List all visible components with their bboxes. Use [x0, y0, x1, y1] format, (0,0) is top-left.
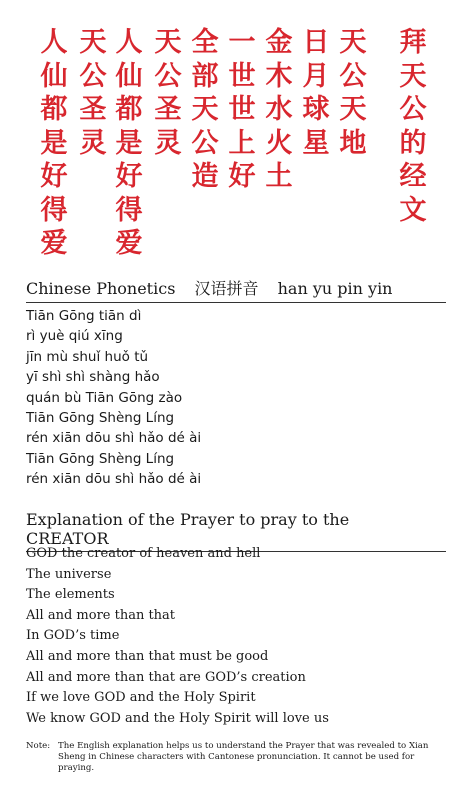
prayer-char: 得	[115, 194, 143, 226]
explanation-line: All and more than that must be good	[26, 648, 269, 664]
prayer-column	[225, 26, 259, 194]
phonetics-title-chinese: 汉语拼音	[194, 279, 259, 298]
phonetic-line: quán bù Tiān Gōng zào	[26, 389, 183, 406]
prayer-char: 是	[40, 127, 68, 159]
prayer-char: 文	[399, 194, 427, 226]
explanation-line: GOD the creator of heaven and hell	[26, 546, 261, 561]
prayer-char: 一	[228, 27, 256, 58]
prayer-title-column	[396, 26, 430, 227]
prayer-char: 上	[228, 127, 256, 159]
explanation-line: In GOD’s time	[26, 628, 120, 644]
prayer-char: 世	[228, 60, 256, 92]
prayer-char: 灵	[154, 127, 182, 159]
prayer-char: 部	[191, 60, 219, 92]
prayer-char: 世	[228, 94, 256, 125]
prayer-column	[112, 26, 146, 261]
prayer-char: 天	[339, 27, 367, 58]
explanation-title: Explanation of the Prayer to pray to the CREATOR	[26, 510, 350, 548]
prayer-char: 天	[191, 94, 219, 125]
phonetics-lines	[26, 306, 201, 490]
prayer-char: 土	[265, 161, 293, 192]
explanation-line: The elements	[26, 587, 115, 603]
prayer-char: 仙	[40, 60, 68, 92]
prayer-char: 木	[265, 60, 293, 92]
phonetics-heading	[26, 276, 446, 303]
prayer-char: 公	[339, 60, 367, 92]
phonetic-line: Tiān Gōng Shèng Líng	[26, 450, 175, 467]
prayer-char: 天	[154, 27, 182, 58]
prayer-char: 球	[302, 94, 330, 125]
prayer-char: 灵	[79, 127, 107, 159]
prayer-char: 公	[154, 60, 182, 92]
footnote-text: The English explanation helps us to understand the Prayer that was revealed to Xian Sheng in Chinese characters with Cantonese pronunciation. It cannot be used for praying.	[58, 741, 429, 773]
prayer-char: 圣	[154, 94, 182, 125]
prayer-char: 人	[40, 27, 68, 58]
prayer-char: 好	[40, 161, 68, 192]
phonetic-line: Tiān Gōng tiān dì	[26, 308, 142, 324]
prayer-char: 星	[302, 127, 330, 159]
prayer-char: 地	[339, 127, 367, 159]
prayer-char: 造	[191, 161, 219, 192]
explanation-line: All and more than that	[26, 607, 176, 623]
prayer-char: 天	[79, 27, 107, 58]
prayer-char: 天	[399, 60, 427, 92]
prayer-column	[299, 26, 333, 160]
prayer-char: 人	[115, 27, 143, 58]
prayer-char: 公	[79, 60, 107, 92]
prayer-column	[37, 26, 71, 261]
prayer-char: 日	[302, 27, 330, 58]
prayer-char: 好	[228, 161, 256, 192]
prayer-char: 火	[265, 127, 293, 159]
explanation-line: The universe	[26, 566, 112, 582]
prayer-char: 得	[40, 194, 68, 226]
prayer-char: 金	[265, 27, 293, 58]
prayer-char: 好	[115, 161, 143, 192]
prayer-char: 月	[302, 60, 330, 92]
explanation-line: We know GOD and the Holy Spirit will love us	[26, 710, 329, 726]
chinese-prayer-columns	[0, 26, 465, 259]
phonetic-line: Tiān Gōng Shèng Líng	[26, 409, 175, 426]
prayer-char: 天	[339, 94, 367, 125]
phonetic-line: rì yuè qiú xīng	[26, 328, 123, 345]
prayer-char: 的	[399, 127, 427, 159]
prayer-char: 拜	[399, 27, 427, 58]
prayer-char: 公	[191, 127, 219, 159]
phonetic-line: yī shì shì shàng hǎo	[26, 369, 160, 386]
phonetic-line: jīn mù shuǐ huǒ tǔ	[26, 348, 149, 365]
explanation-lines	[26, 544, 329, 729]
prayer-char: 都	[115, 94, 143, 125]
footnote	[26, 741, 446, 774]
prayer-column	[76, 26, 110, 160]
phonetic-line: rén xiān dōu shì hǎo dé ài	[26, 471, 202, 488]
phonetic-line: rén xiān dōu shì hǎo dé ài	[26, 430, 202, 447]
prayer-char: 水	[265, 94, 293, 125]
prayer-column	[188, 26, 222, 194]
prayer-char: 是	[115, 127, 143, 159]
prayer-column	[336, 26, 370, 160]
phonetics-title-pinyin: han yu pin yin	[277, 279, 393, 298]
prayer-char: 经	[399, 161, 427, 192]
phonetics-title: Chinese Phonetics	[26, 279, 176, 298]
explanation-line: All and more than that are GOD’s creation	[26, 669, 306, 685]
prayer-char: 都	[40, 94, 68, 125]
explanation-line: If we love GOD and the Holy Spirit	[26, 690, 256, 706]
footnote-label: Note:	[26, 741, 51, 751]
prayer-char: 全	[191, 27, 219, 58]
prayer-column	[151, 26, 185, 160]
prayer-char: 圣	[79, 94, 107, 125]
prayer-char: 爱	[40, 228, 68, 259]
prayer-column	[262, 26, 296, 194]
prayer-char: 仙	[115, 60, 143, 92]
prayer-char: 爱	[115, 228, 143, 259]
prayer-char: 公	[399, 94, 427, 125]
